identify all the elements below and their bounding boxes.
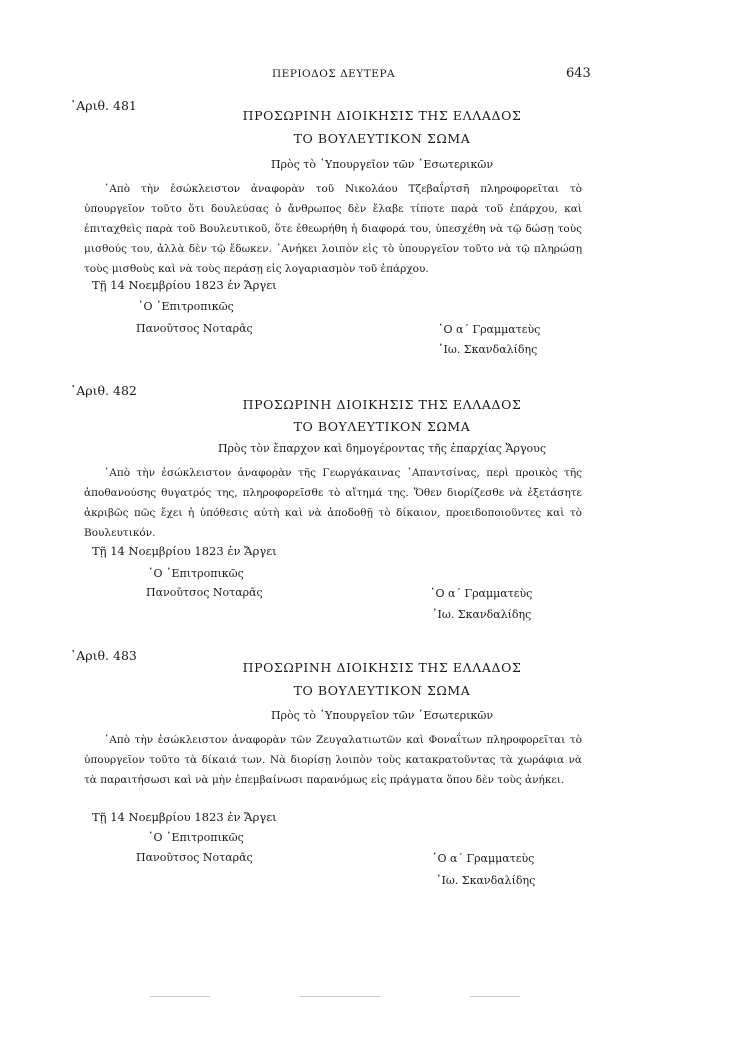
letter-body: ᾿Απὸ τὴν ἐσώκλειστον ἀναφορὰν τῶν Ζευγαλατιωτῶν καὶ Φοναΐτων πληροφορεῖται τὸ ὑπουργεῖον τοῦτο τὰ δίκαιά των. Νὰ διορίσῃ λοιπὸν τοὺς κατακρατοῦντας τὰ χωράφια νὰ τὰ παραιτήσωσι καὶ νὰ μὴν ἐπεμβαίνωσι παρανόμως εἰς πράγματα ὅπου δὲν τοὺς ἀνήκει.: [84, 734, 582, 786]
issuer-subtitle: ΤΟ ΒΟΥΛΕΥΤΙΚΟΝ ΣΩΜΑ: [293, 131, 471, 146]
signatory-left-role: ῾Ο ᾿Επιτροπικῶς: [148, 567, 244, 580]
issuer-subtitle: ΤΟ ΒΟΥΛΕΥΤΙΚΟΝ ΣΩΜΑ: [293, 683, 471, 698]
addressee: Πρὸς τὸν ἔπαρχον καὶ δημογέροντας τῆς ἐπαρχίας Ἄργους: [217, 442, 547, 455]
addressee: Πρὸς τὸ ῾Υπουργεῖον τῶν ᾿Εσωτερικῶν: [270, 709, 494, 722]
signatory-left-name: Πανοῦτσος Νοταρᾶς: [146, 586, 263, 599]
issuer-title: ΠΡΟΣΩΡΙΝΗ ΔΙΟΙΚΗΣΙΣ ΤΗΣ ΕΛΛΑΔΟΣ: [242, 397, 522, 412]
addressee: Πρὸς τὸ ῾Υπουργεῖον τῶν ᾿Εσωτερικῶν: [270, 158, 494, 171]
signatory-left-name: Πανοῦτσος Νοταρᾶς: [136, 322, 253, 335]
signatory-left-role: ῾Ο ᾿Επιτροπικῶς: [138, 300, 234, 313]
signatory-right-name: ᾿Ιω. Σκανδαλίδης: [436, 874, 536, 887]
letter-date: Τῇ 14 Νοεμβρίου 1823 ἐν Ἄργει: [92, 544, 277, 558]
scan-artifact: [150, 996, 210, 997]
scan-artifact: [300, 996, 380, 997]
letter-body: ᾿Απὸ τὴν ἐσώκλειστον ἀναφορὰν τοῦ Νικολάου Τζεβαΐρτσῆ πληροφορεῖται τὸ ὑπουργεῖον τοῦτο ὅτι δουλεύσας ὁ ἄνθρωπος δὲν ἔλαβε τίποτε παρὰ τοῦ ἐπάρχου, καὶ ἐπιταχθεὶς παρὰ τοῦ Βουλευτικοῦ, ὅτε ἐθεωρήθη ἡ διαφορά του, ὑπεσχέθη νὰ τῷ δώσῃ τοὺς μισθούς του, ἀλλὰ δὲν τῷ ἔδωκεν. ᾿Ανήκει λοιπὸν εἰς τὸ ὑπουργεῖον τοῦτο νὰ τῷ πληρώσῃ τοὺς μισθοὺς καὶ νὰ τοὺς περάσῃ εἰς λογαριασμὸν τοῦ ἐπάρχου.: [84, 183, 582, 275]
signatory-right-role: ῾Ο α΄ Γραμματεὺς: [438, 323, 541, 336]
page-number: 643: [566, 66, 591, 81]
signatory-right-name: ᾿Ιω. Σκανδαλίδης: [432, 608, 532, 621]
document-number: ᾿Αριθ. 482: [70, 383, 137, 398]
signatory-right-role: ῾Ο α΄ Γραμματεὺς: [430, 587, 533, 600]
issuer-title: ΠΡΟΣΩΡΙΝΗ ΔΙΟΙΚΗΣΙΣ ΤΗΣ ΕΛΛΑΔΟΣ: [242, 660, 522, 675]
issuer-title: ΠΡΟΣΩΡΙΝΗ ΔΙΟΙΚΗΣΙΣ ΤΗΣ ΕΛΛΑΔΟΣ: [242, 108, 522, 123]
letter-date: Τῇ 14 Νοεμβρίου 1823 ἐν Ἄργει: [92, 810, 277, 824]
signatory-left-name: Πανοῦτσος Νοταρᾶς: [136, 851, 253, 864]
letter-body: ᾿Απὸ τὴν ἐσώκλειστον ἀναφορὰν τῆς Γεωργάκαινας ᾿Απαντσίνας, περὶ προικὸς τῆς ἀποθανούσης θυγατρός της, πληροφορεῖσθε τὸ αἴτημά της. Ὅθεν διορίζεσθε νὰ ἐξετάσητε ἀκριβῶς πῶς ἔχει ἡ ὑπόθεσις αὐτὴ καὶ νὰ ἀποδοθῇ τὸ δίκαιον, προειδοποιοῦντες καὶ τὸ Βουλευτικόν.: [84, 467, 582, 539]
document-number: ᾿Αριθ. 483: [70, 648, 137, 663]
signatory-left-role: ῾Ο ᾿Επιτροπικῶς: [148, 831, 244, 844]
signatory-right-role: ῾Ο α΄ Γραμματεὺς: [432, 852, 535, 865]
letter-date: Τῇ 14 Νοεμβρίου 1823 ἐν Ἄργει: [92, 278, 277, 292]
document-number: ᾿Αριθ. 481: [70, 98, 137, 113]
signatory-right-name: ᾿Ιω. Σκανδαλίδης: [438, 343, 538, 356]
running-title: ΠΕΡΙΟΔΟΣ ΔΕΥΤΕΡΑ: [272, 68, 396, 80]
scan-artifact: [470, 996, 520, 997]
issuer-subtitle: ΤΟ ΒΟΥΛΕΥΤΙΚΟΝ ΣΩΜΑ: [293, 419, 471, 434]
